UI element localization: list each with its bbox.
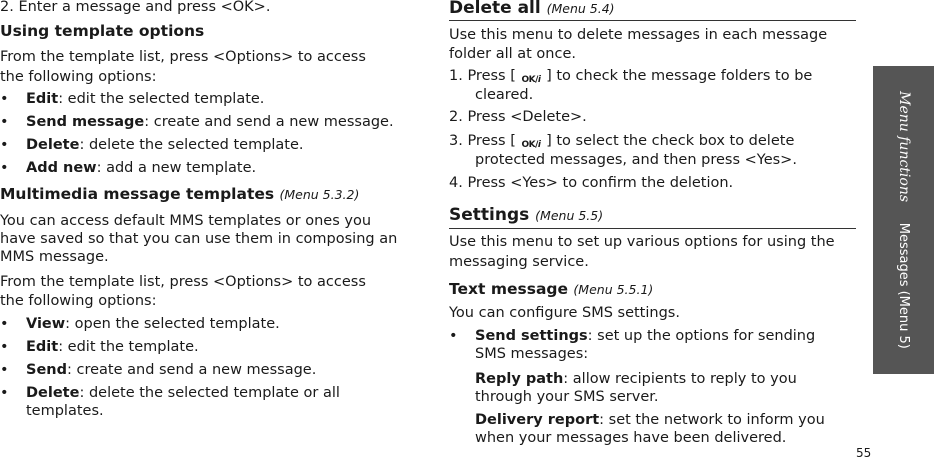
bullet: • [0, 385, 9, 401]
list-item-send-settings [449, 326, 815, 346]
heading-text: Multimedia message templates [0, 185, 275, 203]
mm-para-line-2: have saved so that you can use them in composing an [0, 231, 398, 247]
delete-all-heading [449, 0, 615, 19]
section-title: Messages (Menu 5) [895, 222, 911, 349]
chapter-tab-label [873, 66, 934, 374]
text-message-heading [449, 279, 653, 300]
list-item-edit [0, 89, 264, 109]
bullet: • [0, 362, 9, 378]
heading-text: Delete all [449, 0, 541, 18]
delete-step-1-cont: cleared. [475, 87, 534, 103]
send-settings-cont: SMS messages: [475, 346, 589, 362]
mm-para-line-1: You can access default MMS templates or ones you [0, 213, 372, 229]
settings-para-1: Use this menu to set up various options for using the [449, 234, 835, 250]
mm-intro-line-1: From the template list, press <Options> to access [0, 274, 366, 290]
chapter-title: Menu functions [895, 91, 912, 203]
option-term: Edit [26, 91, 59, 107]
settings-para-2: messaging service. [449, 254, 589, 270]
bullet: • [0, 114, 9, 130]
option-term: Send message [26, 114, 145, 130]
list-item-edit-2 [0, 337, 199, 357]
menu-number: (Menu 5.3.2) [279, 187, 360, 202]
reply-path-cont: through your SMS server. [475, 389, 659, 405]
delivery-report-item [475, 410, 825, 430]
mm-para-line-3: MMS message. [0, 249, 109, 265]
step-text: 3. Press [ [449, 133, 516, 149]
option-term: Add new [26, 160, 97, 176]
mm-intro-line-2: the following options: [0, 293, 157, 309]
list-item-delete-2 [0, 383, 340, 403]
option-term: Edit [26, 339, 59, 355]
settings-heading [449, 205, 603, 226]
list-item-delete-2-cont: templates. [26, 403, 104, 419]
bullet: • [0, 137, 9, 153]
ok-i-key-icon: OK/i [521, 140, 541, 150]
ok-i-key-icon: OK/i [521, 75, 541, 85]
bullet: • [0, 91, 9, 107]
step-2-text: 2. Enter a message and press <OK>. [0, 0, 271, 15]
option-term: Send [26, 362, 67, 378]
option-desc: : set up the options for sending [587, 328, 816, 344]
step-text: 1. Press [ [449, 68, 516, 84]
step-text: ] to select the check box to delete [546, 133, 795, 149]
option-term: Send settings [475, 328, 588, 344]
option-desc: : delete the selected template or all [79, 385, 340, 401]
option-term: Delete [26, 137, 80, 153]
option-term: Delivery report [475, 412, 600, 428]
list-item-delete [0, 135, 304, 155]
section-divider [449, 228, 856, 229]
option-term: Reply path [475, 371, 564, 387]
option-term: View [26, 316, 66, 332]
option-desc: : create and send a new message. [66, 362, 317, 378]
heading-text: Settings [449, 205, 530, 225]
delete-step-3-cont: protected messages, and then press <Yes>. [475, 152, 797, 168]
step-text: ] to check the message folders to be [546, 68, 813, 84]
option-desc: : add a new template. [96, 160, 257, 176]
option-desc: : set the network to inform you [599, 412, 825, 428]
bullet: • [0, 339, 9, 355]
option-desc: : delete the selected template. [79, 137, 304, 153]
multimedia-templates-heading [0, 184, 359, 205]
option-desc: : allow recipients to reply to you [563, 371, 797, 387]
delete-step-4: 4. Press <Yes> to confirm the deletion. [449, 175, 734, 191]
list-item-view [0, 314, 280, 334]
bullet: • [449, 328, 458, 344]
delete-step-2: 2. Press <Delete>. [449, 109, 587, 125]
bullet: • [0, 316, 9, 332]
section-divider [449, 20, 856, 21]
delete-all-para-1: Use this menu to delete messages in each message [449, 27, 828, 43]
template-intro-line-1: From the template list, press <Options> to access [0, 49, 366, 65]
delivery-report-cont: when your messages have been delivered. [475, 430, 787, 446]
list-item-send [0, 360, 316, 380]
template-options-heading: Using template options [0, 22, 205, 40]
option-term: Delete [26, 385, 80, 401]
page-number: 55 [856, 446, 872, 460]
option-desc: : create and send a new message. [144, 114, 394, 130]
template-intro-line-2: the following options: [0, 69, 157, 85]
menu-number: (Menu 5.5.1) [573, 282, 654, 297]
heading-text: Text message [449, 280, 569, 298]
list-item-add-new [0, 158, 256, 178]
delete-all-para-2: folder all at once. [449, 46, 576, 62]
menu-number: (Menu 5.4) [546, 1, 615, 16]
text-message-para: You can configure SMS settings. [449, 305, 680, 321]
reply-path-item [475, 369, 797, 389]
option-desc: : edit the template. [58, 339, 199, 355]
option-desc: : edit the selected template. [58, 91, 265, 107]
bullet: • [0, 160, 9, 176]
list-item-send-message [0, 112, 394, 132]
option-desc: : open the selected template. [65, 316, 280, 332]
menu-number: (Menu 5.5) [535, 208, 604, 223]
